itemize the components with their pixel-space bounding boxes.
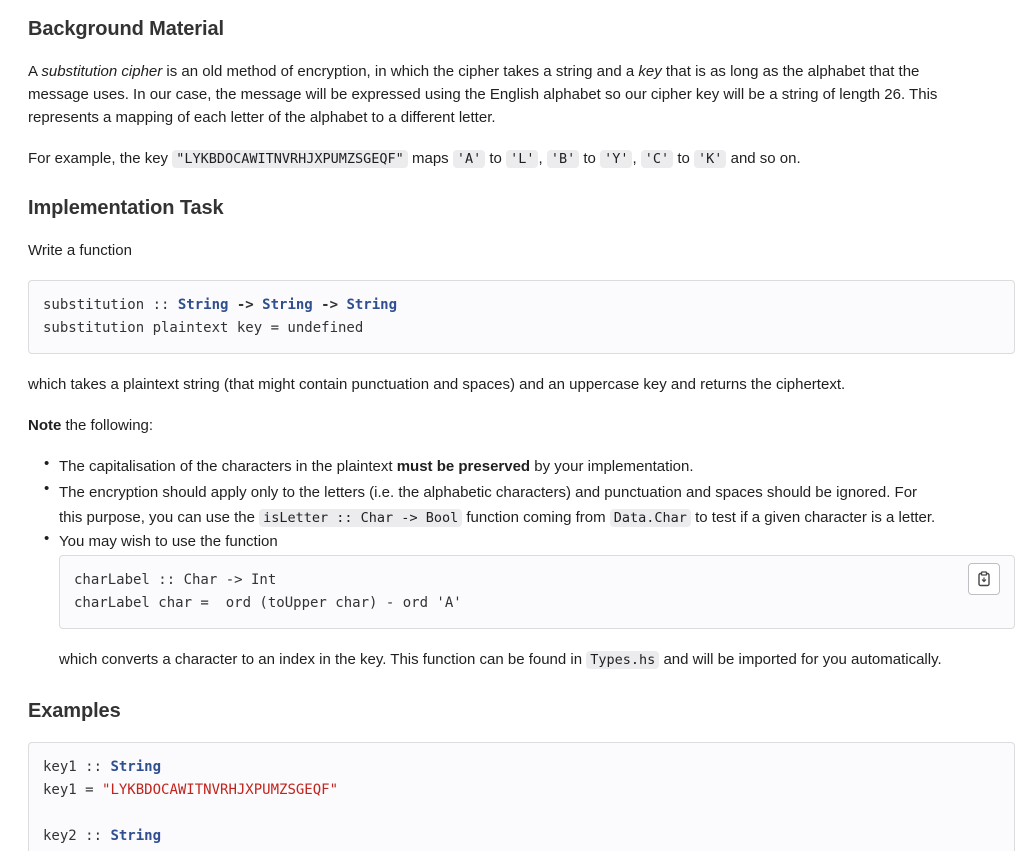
inline-code-char: 'B'	[547, 150, 579, 168]
inline-code-data-char: Data.Char	[610, 509, 691, 527]
text: to test if a given character is a letter.	[690, 509, 936, 526]
emphasis-substitution-cipher: substitution cipher	[41, 63, 163, 80]
text: to	[673, 150, 695, 167]
text: which converts a character to an index in the key. This function can be found in	[59, 651, 587, 668]
text: is an old method of encryption, in which the cipher takes a string and a	[162, 63, 639, 80]
text: that is as long as the alphabet that the	[661, 63, 920, 80]
code-type: String	[110, 828, 162, 844]
bold-must-be-preserved: must be preserved	[396, 458, 531, 475]
code-line	[43, 756, 1000, 779]
code-line: substitution plaintext key = undefined	[43, 320, 364, 336]
text-write-a-function: Write a function	[28, 242, 132, 259]
list-item-capitalisation	[59, 455, 1014, 478]
text: this purpose, you can use the	[59, 509, 260, 526]
inline-code-types-hs: Types.hs	[586, 651, 659, 669]
inline-code-char: 'C'	[641, 150, 673, 168]
code-arrow: ->	[228, 297, 263, 313]
inline-code-key: "LYKBDOCAWITNVRHJXPUMZSGEQF"	[172, 150, 408, 168]
inline-code-char: 'Y'	[600, 150, 632, 168]
heading-background-material: Background Material	[28, 18, 224, 40]
text: For example, the key	[28, 150, 173, 167]
text: maps	[407, 150, 453, 167]
copy-code-button[interactable]	[968, 563, 1000, 595]
text: function coming from	[462, 509, 610, 526]
text: and will be imported for you automatically.	[659, 651, 942, 668]
code-block-substitution[interactable]	[28, 280, 1015, 354]
code-token: substitution ::	[43, 297, 178, 313]
list-item-encryption	[59, 480, 1014, 531]
text: ,	[538, 150, 547, 167]
text-line: The encryption should apply only to the letters (i.e. the alphabetic characters) and punctuation and spaces should be ignored. For	[59, 484, 918, 501]
code-line	[43, 294, 1000, 317]
bullet-marker: •	[44, 480, 50, 497]
bullet-marker: •	[44, 530, 50, 547]
text-which-takes: which takes a plaintext string (that might contain punctuation and spaces) and an uppercase key and returns the ciphertext.	[28, 376, 846, 393]
text-converts-character	[59, 648, 1014, 672]
code-line	[43, 825, 1000, 848]
inline-code-char: 'A'	[453, 150, 485, 168]
inline-code-isletter: isLetter :: Char -> Bool	[259, 509, 462, 527]
text: the following:	[61, 417, 154, 434]
clipboard-copy-icon	[976, 571, 992, 587]
code-token: key1 ::	[43, 759, 111, 775]
text-note	[28, 414, 1008, 437]
heading-examples: Examples	[28, 700, 121, 722]
text: ,	[632, 150, 641, 167]
inline-code-char: 'L'	[506, 150, 538, 168]
text: The capitalisation of the characters in the plaintext	[59, 458, 397, 475]
heading-implementation-task: Implementation Task	[28, 197, 224, 219]
inline-code-char: 'K'	[694, 150, 726, 168]
code-string: "LYKBDOCAWITNVRHJXPUMZSGEQF"	[102, 782, 339, 798]
text: and so on.	[726, 150, 801, 167]
text-line: message uses. In our case, the message will be expressed using the English alphabet so our cipher key will be a string of length 26. This	[28, 86, 938, 103]
code-line: charLabel char = ord (toUpper char) - ord 'A'	[74, 595, 462, 611]
code-token: key1 =	[43, 782, 103, 798]
emphasis-key: key	[638, 63, 662, 80]
code-line	[43, 779, 1000, 802]
code-type: String	[177, 297, 229, 313]
code-line: charLabel :: Char -> Int	[74, 572, 277, 588]
code-token: key2 ::	[43, 828, 111, 844]
list-item-charlabel: You may wish to use the function	[59, 533, 278, 550]
code-block-charlabel[interactable]	[59, 555, 1015, 629]
text: by your implementation.	[530, 458, 694, 475]
text-line: represents a mapping of each letter of the alphabet to a different letter.	[28, 109, 496, 126]
text: A	[28, 63, 42, 80]
paragraph-substitution-intro	[28, 60, 1008, 129]
code-type: String	[110, 759, 162, 775]
paragraph-example-key	[28, 147, 1008, 171]
code-arrow: ->	[312, 297, 347, 313]
code-type: String	[262, 297, 313, 313]
bullet-marker: •	[44, 455, 50, 472]
bold-note: Note	[28, 417, 62, 434]
code-line-blank	[43, 802, 1000, 825]
text: to	[485, 150, 507, 167]
code-type: String	[346, 297, 398, 313]
code-block-examples[interactable]	[28, 742, 1015, 851]
text: to	[579, 150, 601, 167]
